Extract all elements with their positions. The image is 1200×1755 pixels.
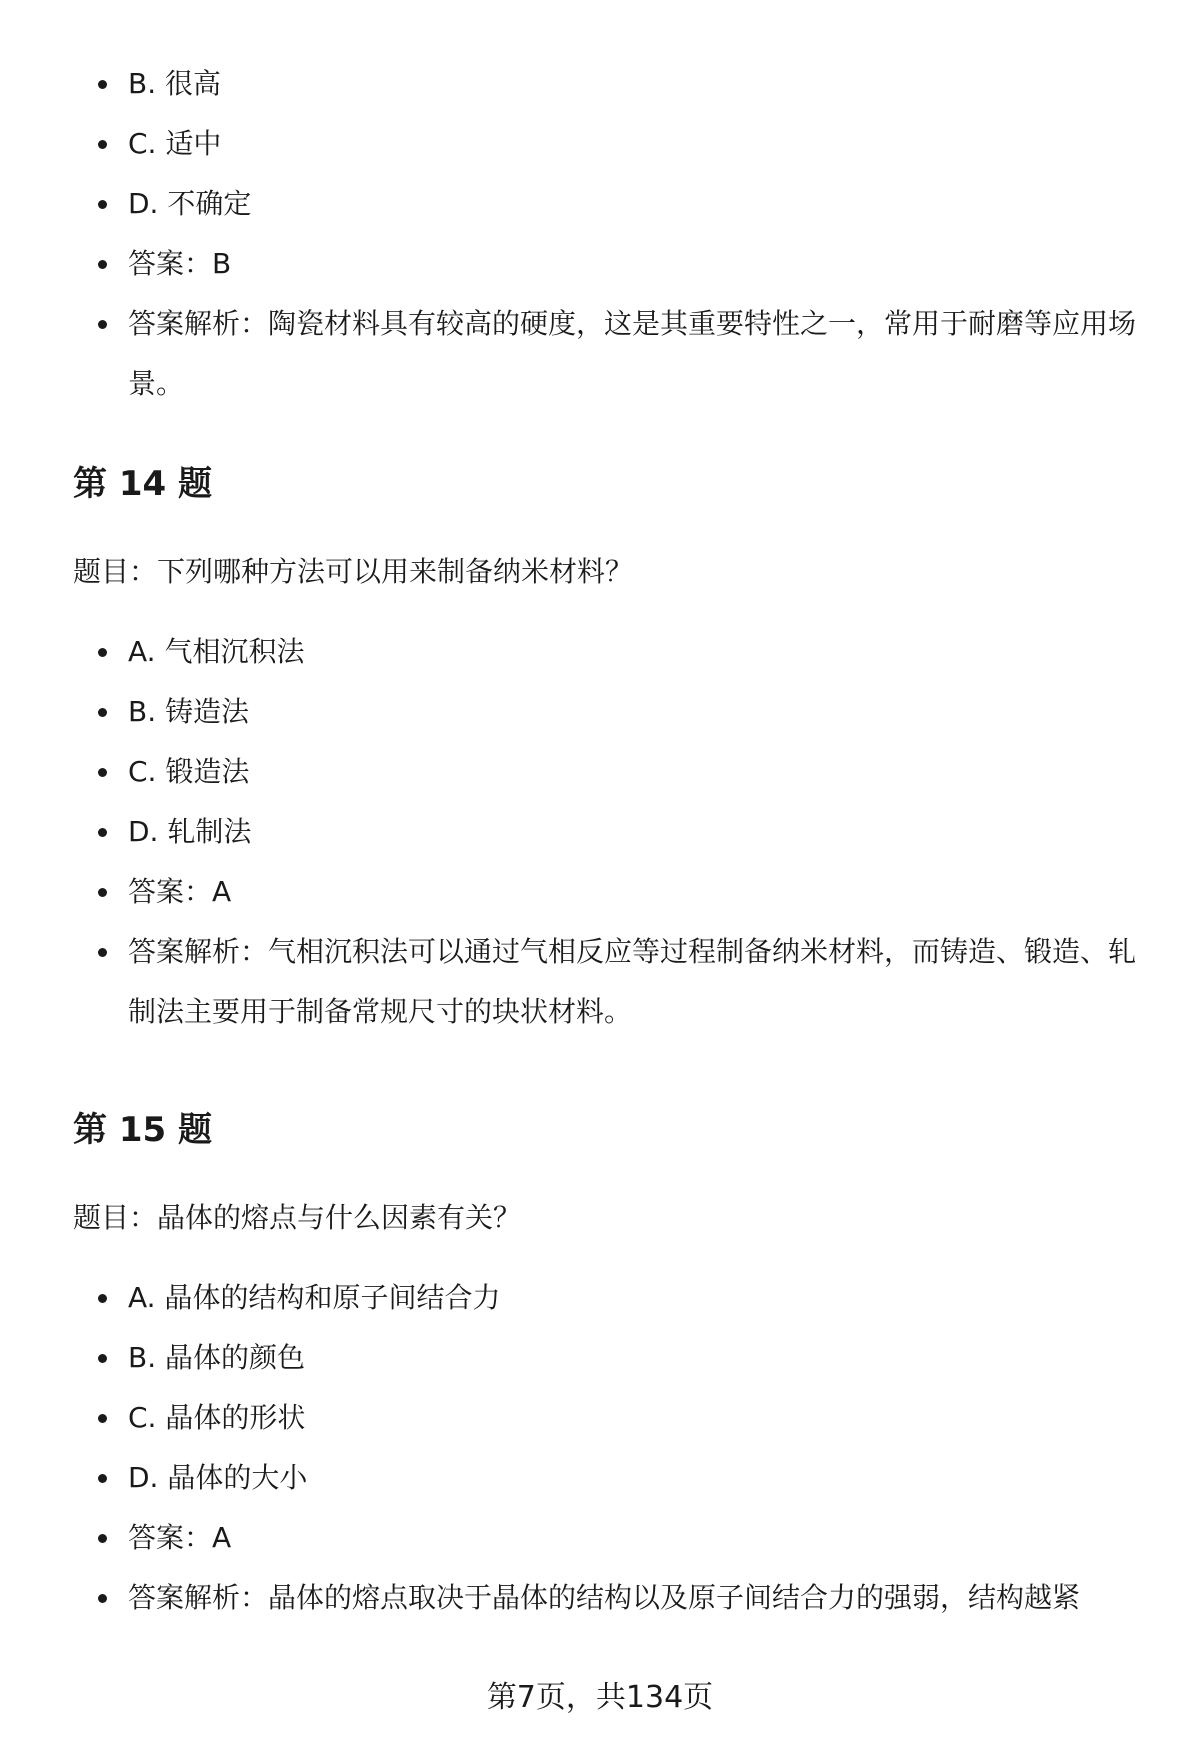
question-title: 第 15 题 [73,1110,212,1150]
answer-item: 答案：A [0,862,1200,922]
prev-question-options [0,54,1200,414]
option-item: D. 不确定 [0,174,1200,234]
question-15 [0,1108,1200,1628]
answer-explanation: 答案解析：气相沉积法可以通过气相反应等过程制备纳米材料，而铸造、锻造、轧制法主要用于制备常规尺寸的块状材料。 [0,922,1200,1042]
option-item: C. 锻造法 [0,742,1200,802]
answer-explanation: 答案解析：晶体的熔点取决于晶体的结构以及原子间结合力的强弱，结构越紧 [0,1568,1200,1628]
prev-question-continuation [0,54,1200,414]
question-options [0,1268,1200,1628]
question-14 [0,462,1200,1042]
answer-explanation: 答案解析：陶瓷材料具有较高的硬度，这是其重要特性之一，常用于耐磨等应用场景。 [0,294,1200,414]
option-item: C. 晶体的形状 [0,1388,1200,1448]
option-item: B. 晶体的颜色 [0,1328,1200,1388]
option-item: A. 气相沉积法 [0,622,1200,682]
option-item: B. 铸造法 [0,682,1200,742]
page-number: 第7页，共134页 [486,1680,714,1715]
question-options [0,622,1200,1042]
option-item: C. 适中 [0,114,1200,174]
answer-item: 答案：A [0,1508,1200,1568]
option-item: D. 晶体的大小 [0,1448,1200,1508]
answer-item: 答案：B [0,234,1200,294]
question-prompt: 题目：下列哪种方法可以用来制备纳米材料？ [73,555,634,588]
option-item: B. 很高 [0,54,1200,114]
option-item: D. 轧制法 [0,802,1200,862]
question-prompt: 题目：晶体的熔点与什么因素有关？ [73,1201,522,1234]
option-item: A. 晶体的结构和原子间结合力 [0,1268,1200,1328]
question-title: 第 14 题 [73,464,212,504]
